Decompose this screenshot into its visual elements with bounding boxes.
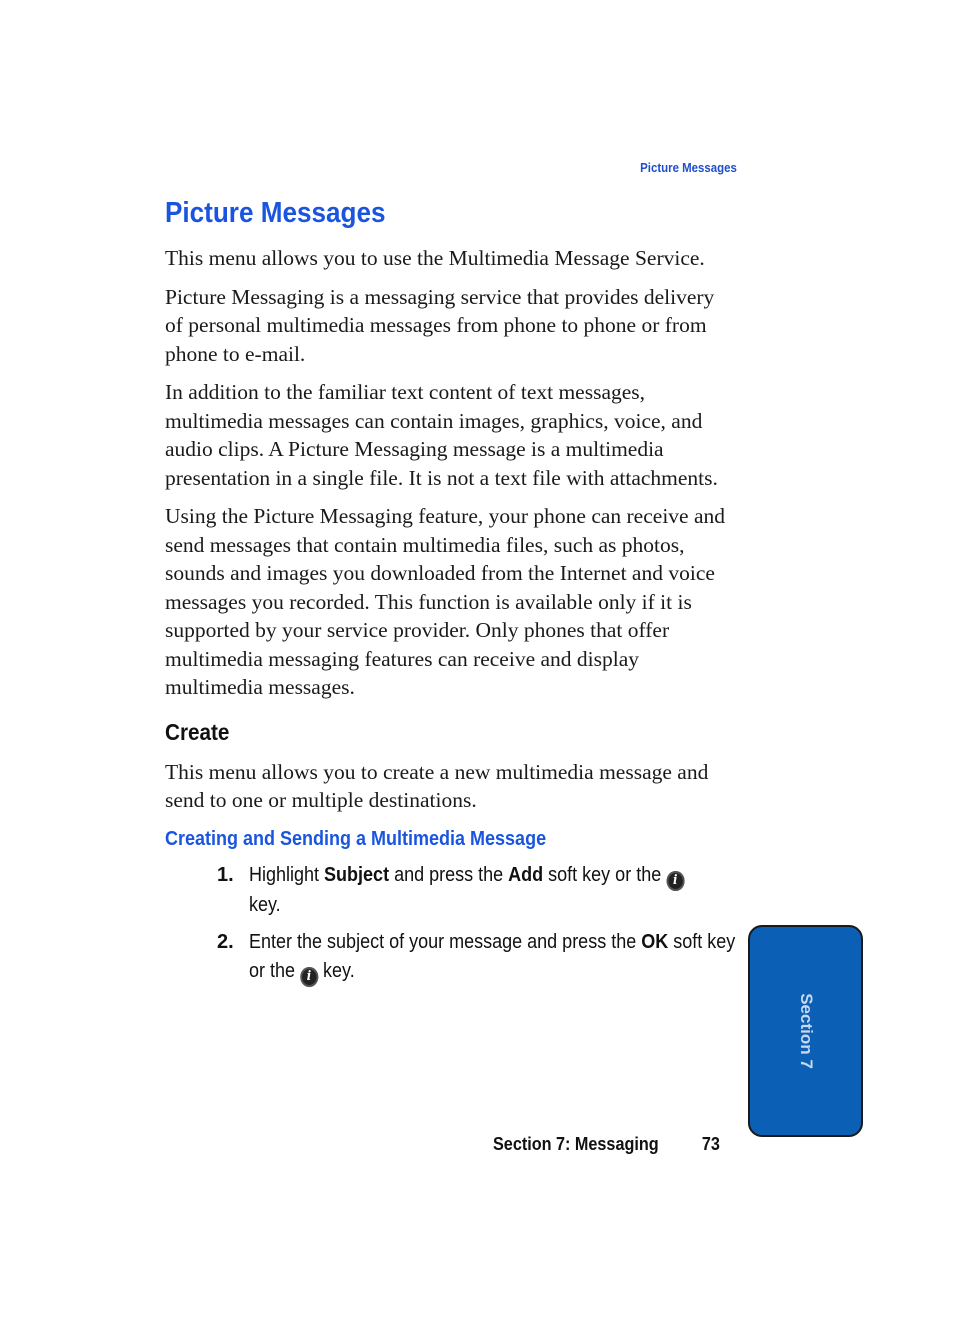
step-number: 2. bbox=[217, 930, 234, 953]
page-number: 73 bbox=[701, 1134, 720, 1154]
subheading-creating-sending: Creating and Sending a Multimedia Message bbox=[165, 827, 547, 850]
menu-ok-key-icon: i bbox=[666, 871, 684, 891]
running-header: Picture Messages bbox=[640, 160, 737, 175]
list-item bbox=[165, 861, 737, 920]
section-heading-create: Create bbox=[165, 718, 230, 745]
menu-ok-key-icon: i bbox=[300, 967, 318, 987]
create-paragraph: This menu allows you to create a new multimedia message and send to one or multiple destinations. bbox=[165, 759, 709, 812]
paragraph-2: Picture Messaging is a messaging service that provides delivery of personal multimedia messages from phone to phone or from phone to e-mail. bbox=[165, 284, 715, 366]
step-text: Enter the subject of your message and press the OK soft key or the i key. bbox=[249, 928, 737, 987]
page-title: Picture Messages bbox=[165, 197, 386, 229]
steps-list bbox=[165, 861, 737, 987]
side-tab-label: Section 7 bbox=[796, 993, 816, 1069]
section-side-tab bbox=[748, 925, 863, 1137]
paragraph-3: In addition to the familiar text content of text messages, multimedia messages can contain images, graphics, voice, and audio clips. A Picture Messaging message is a multimedia presentation in a single file. It is not a text file with attachments. bbox=[165, 380, 718, 490]
paragraph-4: Using the Picture Messaging feature, your phone can receive and send messages that contain multimedia files, such as photos, sounds and images you downloaded from the Internet and voice messages you recorded. This function is available only if it is supported by your service provider. Only phones that offer multimedia messaging features can receive and display multimedia messages. bbox=[165, 504, 725, 699]
step-number: 1. bbox=[217, 863, 234, 886]
page-content bbox=[165, 192, 737, 995]
page-footer bbox=[493, 1134, 720, 1155]
step-text: Highlight Subject and press the Add soft key or the i key. bbox=[249, 861, 737, 920]
list-item bbox=[165, 928, 737, 987]
intro-paragraph: This menu allows you to use the Multimedia Message Service. bbox=[165, 246, 705, 270]
footer-section: Section 7: Messaging bbox=[493, 1134, 659, 1154]
